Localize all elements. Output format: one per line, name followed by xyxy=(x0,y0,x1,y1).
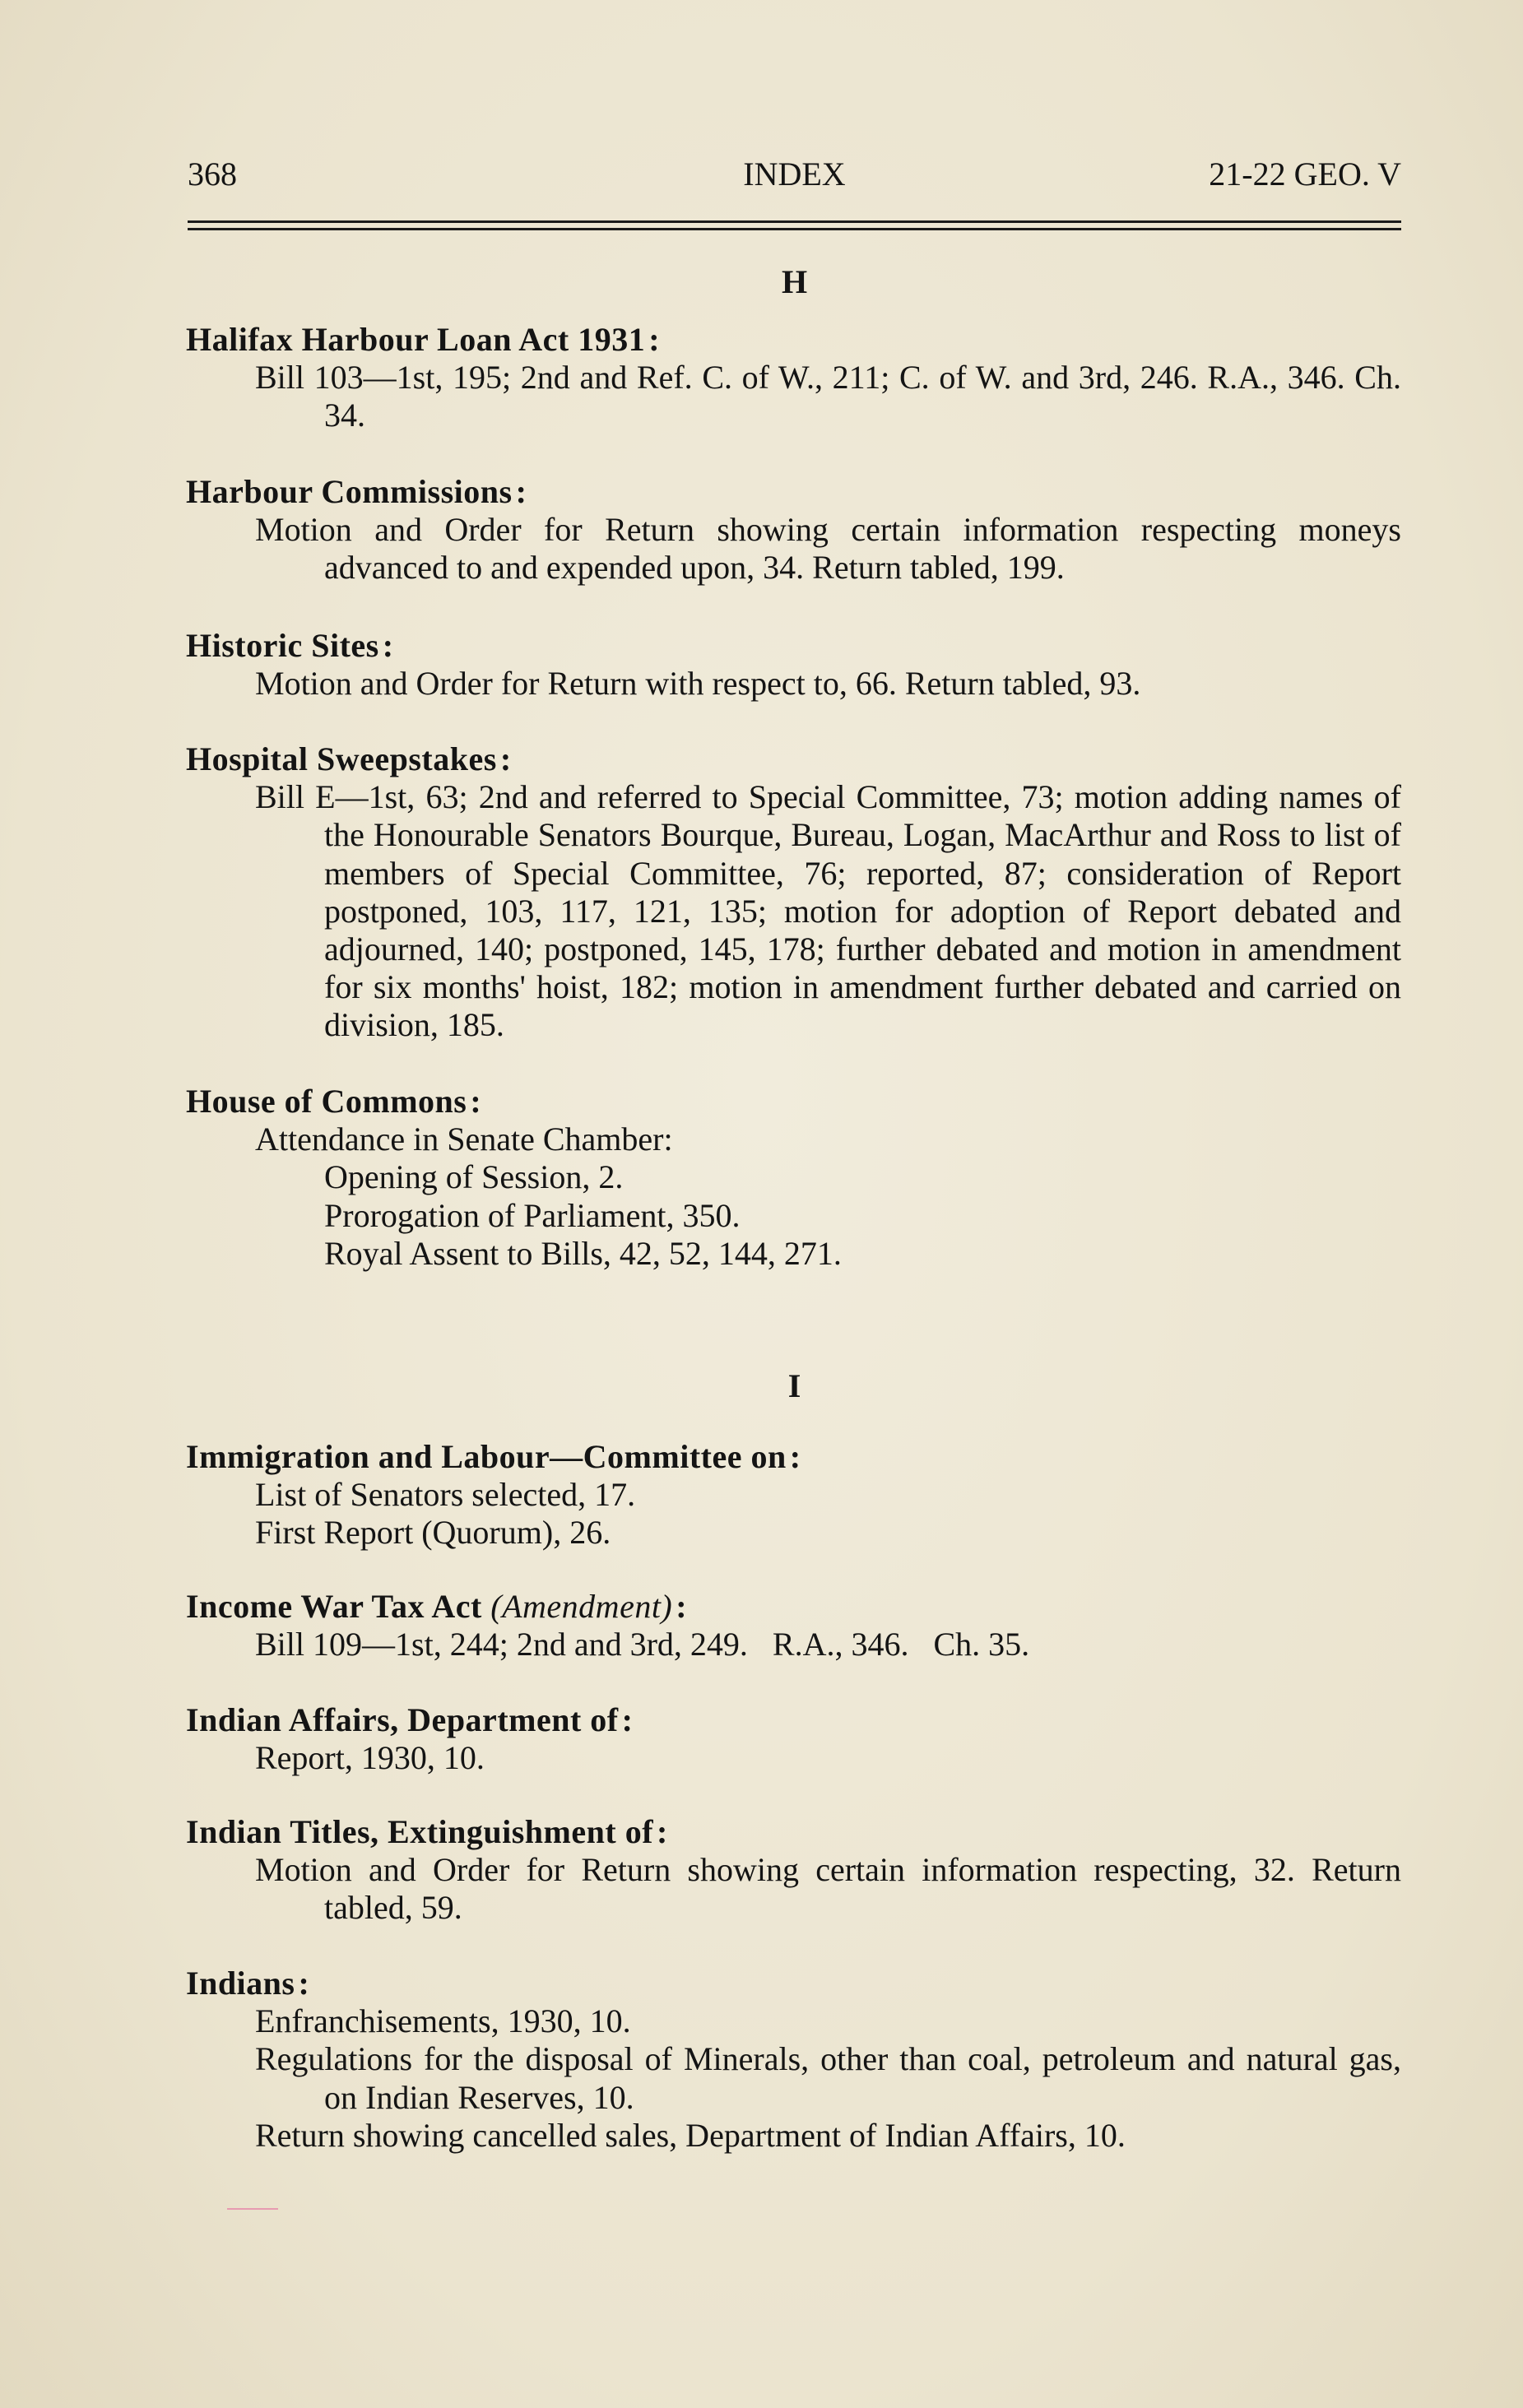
entry-text: Motion and Order for Return with respect to, 66. Return tabled, 93. xyxy=(255,665,1141,703)
entry-heading: Income War Tax Act (Amendment) : xyxy=(186,1588,688,1625)
section-letter-i: I xyxy=(787,1367,801,1404)
entry-subtext: Opening of Session, 2. xyxy=(324,1158,624,1196)
page-number: 368 xyxy=(188,155,237,193)
entry-text: Report, 1930, 10. xyxy=(255,1739,485,1777)
entry-text: Bill E—1st, 63; 2nd and referred to Special Committee, 73; motion adding names of the Honourable Senators Bourque, Bureau, Logan, MacArthur and Ross to list of members of Special Committee, 76; reported, 87; consideration of Report postponed, 103, 117, 121, 135; motion for adoption of Report debated and adjourned, 140; postponed, 145, 178; further debated and motion in amendment for six months' hoist, 182; motion in amendment further debated and carried on division, 185. xyxy=(255,778,1401,1044)
entry-heading: Indians : xyxy=(186,1965,310,2002)
entry-text: Return showing cancelled sales, Department of Indian Affairs, 10. xyxy=(255,2116,1126,2154)
index-entry-halifax-harbour xyxy=(186,321,1401,435)
index-entry-immigration-labour xyxy=(186,1438,1401,1552)
entry-subtext: Prorogation of Parliament, 350. xyxy=(324,1196,741,1234)
pink-ink-mark xyxy=(227,2208,278,2210)
entry-text: Bill 109—1st, 244; 2nd and 3rd, 249. R.A., 346. Ch. 35. xyxy=(255,1626,1030,1663)
entry-subtext: Royal Assent to Bills, 42, 52, 144, 271. xyxy=(324,1234,842,1272)
index-entry-historic-sites xyxy=(186,627,1401,703)
entry-heading: Indian Titles, Extinguishment of : xyxy=(186,1813,668,1850)
volume-reference: 21-22 GEO. V xyxy=(1209,155,1401,193)
index-entry-harbour-commissions xyxy=(186,473,1401,587)
entry-heading: Historic Sites : xyxy=(186,627,394,664)
entry-text: Bill 103—1st, 195; 2nd and Ref. C. of W., 211; C. of W. and 3rd, 246. R.A., 346. Ch. 34. xyxy=(255,359,1401,434)
section-letter-h: H xyxy=(781,263,808,300)
index-entry-indian-titles xyxy=(186,1813,1401,1928)
entry-heading: House of Commons : xyxy=(186,1083,482,1120)
index-entry-indian-affairs xyxy=(186,1701,1401,1777)
entry-text: List of Senators selected, 17. xyxy=(255,1476,636,1514)
header-rule-top xyxy=(188,220,1401,223)
entry-text: Regulations for the disposal of Minerals, other than coal, petroleum and natural gas, on Indian Reserves, 10. xyxy=(255,2040,1401,2116)
page-title: INDEX xyxy=(743,155,846,193)
entry-heading: Halifax Harbour Loan Act 1931 : xyxy=(186,321,661,358)
index-entry-hospital-sweepstakes xyxy=(186,740,1401,1045)
entry-text: Motion and Order for Return showing certain information respecting, 32. Return tabled, 59. xyxy=(255,1851,1401,1927)
page-header xyxy=(188,153,1401,196)
entry-text: Attendance in Senate Chamber: xyxy=(255,1120,673,1158)
entry-heading: Hospital Sweepstakes : xyxy=(186,740,512,777)
entry-text: First Report (Quorum), 26. xyxy=(255,1514,611,1552)
header-rule-bottom xyxy=(188,228,1401,230)
index-entry-income-war-tax xyxy=(186,1588,1401,1663)
entry-heading: Harbour Commissions : xyxy=(186,473,527,510)
index-entry-indians xyxy=(186,1965,1401,2155)
entry-heading: Indian Affairs, Department of : xyxy=(186,1701,634,1738)
index-entry-house-of-commons xyxy=(186,1083,1401,1273)
entry-text: Enfranchisements, 1930, 10. xyxy=(255,2002,631,2040)
entry-text: Motion and Order for Return showing certain information respecting moneys advanced to and expended upon, 34. Return tabled, 199. xyxy=(255,511,1401,587)
entry-heading: Immigration and Labour—Committee on : xyxy=(186,1438,801,1475)
